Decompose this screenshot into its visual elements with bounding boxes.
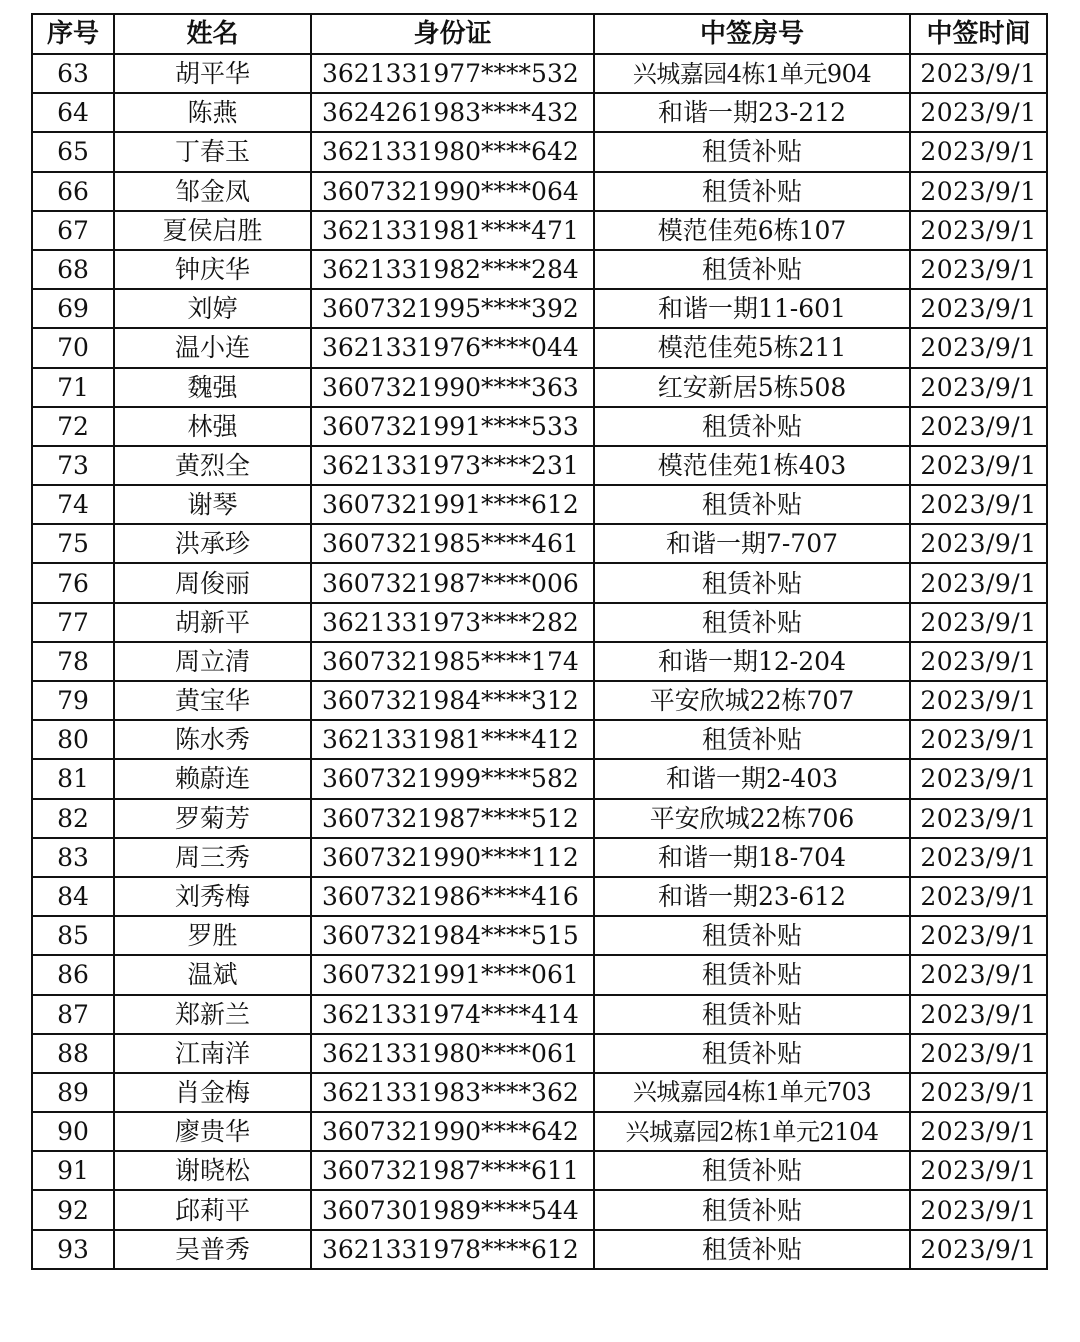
cell-house-number: 兴城嘉园2栋1单元2104 [594,1112,910,1151]
cell-name: 罗胜 [114,916,311,955]
cell-id-number: 3607301989****544 [311,1190,594,1229]
cell-date: 2023/9/1 [910,407,1047,446]
table-row [32,1230,1047,1269]
cell-house-number: 红安新居5栋508 [594,368,910,407]
cell-id-number: 3607321984****312 [311,681,594,720]
cell-date: 2023/9/1 [910,93,1047,132]
cell-id-number: 3621331973****231 [311,446,594,485]
cell-house-number: 租赁补贴 [594,1151,910,1190]
cell-id-number: 3607321999****582 [311,759,594,798]
cell-house-number: 租赁补贴 [594,1230,910,1269]
cell-house-number: 租赁补贴 [594,250,910,289]
cell-name: 黄宝华 [114,681,311,720]
table-row [32,1073,1047,1112]
cell-name: 肖金梅 [114,1073,311,1112]
cell-no: 87 [32,995,114,1034]
cell-no: 84 [32,877,114,916]
cell-date: 2023/9/1 [910,642,1047,681]
cell-date: 2023/9/1 [910,838,1047,877]
cell-house-number: 模范佳苑5栋211 [594,328,910,367]
cell-id-number: 3621331980****642 [311,132,594,171]
cell-house-number: 模范佳苑6栋107 [594,211,910,250]
table-row [32,328,1047,367]
cell-name: 林强 [114,407,311,446]
cell-name: 丁春玉 [114,132,311,171]
cell-house-number: 租赁补贴 [594,132,910,171]
cell-date: 2023/9/1 [910,172,1047,211]
cell-id-number: 3607321990****642 [311,1112,594,1151]
cell-no: 64 [32,93,114,132]
table-row [32,446,1047,485]
cell-name: 廖贵华 [114,1112,311,1151]
cell-id-number: 3621331981****471 [311,211,594,250]
cell-house-number: 和谐一期11-601 [594,289,910,328]
table-row [32,642,1047,681]
cell-date: 2023/9/1 [910,1112,1047,1151]
cell-no: 73 [32,446,114,485]
cell-name: 胡平华 [114,54,311,93]
header-row [32,14,1047,54]
cell-no: 65 [32,132,114,171]
cell-id-number: 3607321987****611 [311,1151,594,1190]
table-row [32,1151,1047,1190]
cell-name: 洪承珍 [114,524,311,563]
cell-name: 周立清 [114,642,311,681]
cell-name: 江南洋 [114,1034,311,1073]
cell-no: 91 [32,1151,114,1190]
cell-house-number: 和谐一期23-612 [594,877,910,916]
cell-id-number: 3624261983****432 [311,93,594,132]
cell-no: 83 [32,838,114,877]
cell-name: 吴普秀 [114,1230,311,1269]
cell-house-number: 租赁补贴 [594,485,910,524]
cell-date: 2023/9/1 [910,328,1047,367]
table-row [32,995,1047,1034]
cell-house-number: 和谐一期23-212 [594,93,910,132]
cell-date: 2023/9/1 [910,211,1047,250]
cell-no: 67 [32,211,114,250]
table-row [32,759,1047,798]
cell-date: 2023/9/1 [910,995,1047,1034]
cell-date: 2023/9/1 [910,524,1047,563]
table-row [32,681,1047,720]
cell-id-number: 3607321985****461 [311,524,594,563]
cell-id-number: 3607321990****363 [311,368,594,407]
cell-no: 82 [32,799,114,838]
table-row [32,720,1047,759]
lottery-result-sheet [31,13,1048,1270]
cell-id-number: 3607321986****416 [311,877,594,916]
cell-no: 72 [32,407,114,446]
cell-house-number: 和谐一期18-704 [594,838,910,877]
table-row [32,955,1047,994]
table-row [32,250,1047,289]
table-row [32,211,1047,250]
cell-no: 92 [32,1190,114,1229]
cell-no: 68 [32,250,114,289]
cell-id-number: 3621331983****362 [311,1073,594,1112]
table-row [32,838,1047,877]
cell-date: 2023/9/1 [910,1230,1047,1269]
cell-name: 罗菊芳 [114,799,311,838]
cell-no: 93 [32,1230,114,1269]
cell-no: 66 [32,172,114,211]
table-row [32,563,1047,602]
table-row [32,132,1047,171]
cell-date: 2023/9/1 [910,1190,1047,1229]
cell-date: 2023/9/1 [910,877,1047,916]
table-row [32,172,1047,211]
cell-house-number: 租赁补贴 [594,720,910,759]
cell-no: 78 [32,642,114,681]
cell-date: 2023/9/1 [910,603,1047,642]
table-row [32,1112,1047,1151]
table-row [32,1034,1047,1073]
cell-id-number: 3621331980****061 [311,1034,594,1073]
cell-id-number: 3607321995****392 [311,289,594,328]
cell-no: 74 [32,485,114,524]
cell-no: 79 [32,681,114,720]
table-row [32,289,1047,328]
cell-date: 2023/9/1 [910,955,1047,994]
cell-id-number: 3621331981****412 [311,720,594,759]
cell-house-number: 平安欣城22栋706 [594,799,910,838]
cell-id-number: 3607321991****061 [311,955,594,994]
cell-house-number: 租赁补贴 [594,563,910,602]
cell-id-number: 3621331976****044 [311,328,594,367]
cell-house-number: 和谐一期12-204 [594,642,910,681]
header-id: 身份证 [311,14,594,54]
cell-name: 夏侯启胜 [114,211,311,250]
cell-name: 赖蔚连 [114,759,311,798]
table-row [32,603,1047,642]
cell-no: 63 [32,54,114,93]
cell-house-number: 租赁补贴 [594,995,910,1034]
cell-house-number: 兴城嘉园4栋1单元904 [594,54,910,93]
table-row [32,799,1047,838]
cell-id-number: 3607321990****112 [311,838,594,877]
cell-house-number: 租赁补贴 [594,603,910,642]
header-no: 序号 [32,14,114,54]
cell-no: 89 [32,1073,114,1112]
header-house: 中签房号 [594,14,910,54]
table-row [32,485,1047,524]
cell-house-number: 租赁补贴 [594,955,910,994]
table-row [32,407,1047,446]
cell-house-number: 平安欣城22栋707 [594,681,910,720]
cell-name: 邱莉平 [114,1190,311,1229]
cell-date: 2023/9/1 [910,720,1047,759]
cell-name: 邹金凤 [114,172,311,211]
cell-no: 81 [32,759,114,798]
cell-id-number: 3607321984****515 [311,916,594,955]
cell-date: 2023/9/1 [910,1151,1047,1190]
cell-id-number: 3607321985****174 [311,642,594,681]
cell-name: 谢琴 [114,485,311,524]
table-row [32,54,1047,93]
cell-name: 刘婷 [114,289,311,328]
table-row [32,1190,1047,1229]
cell-date: 2023/9/1 [910,250,1047,289]
cell-date: 2023/9/1 [910,1034,1047,1073]
cell-date: 2023/9/1 [910,289,1047,328]
cell-house-number: 租赁补贴 [594,1034,910,1073]
cell-date: 2023/9/1 [910,368,1047,407]
cell-date: 2023/9/1 [910,54,1047,93]
cell-no: 80 [32,720,114,759]
table-row [32,877,1047,916]
table-row [32,916,1047,955]
cell-id-number: 3607321991****533 [311,407,594,446]
cell-house-number: 租赁补贴 [594,1190,910,1229]
lottery-result-table [31,13,1048,1270]
cell-house-number: 模范佳苑1栋403 [594,446,910,485]
cell-id-number: 3621331978****612 [311,1230,594,1269]
cell-no: 90 [32,1112,114,1151]
table-header [32,14,1047,54]
cell-date: 2023/9/1 [910,132,1047,171]
cell-no: 85 [32,916,114,955]
cell-date: 2023/9/1 [910,485,1047,524]
table-body [32,54,1047,1269]
cell-name: 郑新兰 [114,995,311,1034]
cell-no: 71 [32,368,114,407]
cell-date: 2023/9/1 [910,916,1047,955]
cell-no: 76 [32,563,114,602]
cell-name: 谢晓松 [114,1151,311,1190]
cell-id-number: 3607321990****064 [311,172,594,211]
cell-date: 2023/9/1 [910,799,1047,838]
cell-date: 2023/9/1 [910,681,1047,720]
cell-id-number: 3621331977****532 [311,54,594,93]
cell-id-number: 3621331982****284 [311,250,594,289]
header-name: 姓名 [114,14,311,54]
cell-name: 钟庆华 [114,250,311,289]
cell-house-number: 租赁补贴 [594,407,910,446]
table-row [32,368,1047,407]
cell-date: 2023/9/1 [910,563,1047,602]
cell-no: 69 [32,289,114,328]
cell-house-number: 和谐一期2-403 [594,759,910,798]
cell-id-number: 3607321987****006 [311,563,594,602]
header-date: 中签时间 [910,14,1047,54]
cell-house-number: 和谐一期7-707 [594,524,910,563]
cell-no: 88 [32,1034,114,1073]
cell-date: 2023/9/1 [910,446,1047,485]
cell-no: 77 [32,603,114,642]
cell-name: 周俊丽 [114,563,311,602]
cell-id-number: 3607321991****612 [311,485,594,524]
cell-no: 86 [32,955,114,994]
cell-id-number: 3607321987****512 [311,799,594,838]
cell-id-number: 3621331973****282 [311,603,594,642]
cell-no: 70 [32,328,114,367]
cell-id-number: 3621331974****414 [311,995,594,1034]
cell-name: 周三秀 [114,838,311,877]
cell-name: 温斌 [114,955,311,994]
cell-name: 陈水秀 [114,720,311,759]
table-row [32,93,1047,132]
cell-name: 黄烈全 [114,446,311,485]
cell-name: 刘秀梅 [114,877,311,916]
cell-name: 魏强 [114,368,311,407]
cell-date: 2023/9/1 [910,1073,1047,1112]
table-row [32,524,1047,563]
cell-house-number: 兴城嘉园4栋1单元703 [594,1073,910,1112]
cell-date: 2023/9/1 [910,759,1047,798]
cell-name: 陈燕 [114,93,311,132]
cell-name: 胡新平 [114,603,311,642]
cell-no: 75 [32,524,114,563]
cell-house-number: 租赁补贴 [594,172,910,211]
cell-house-number: 租赁补贴 [594,916,910,955]
cell-name: 温小连 [114,328,311,367]
